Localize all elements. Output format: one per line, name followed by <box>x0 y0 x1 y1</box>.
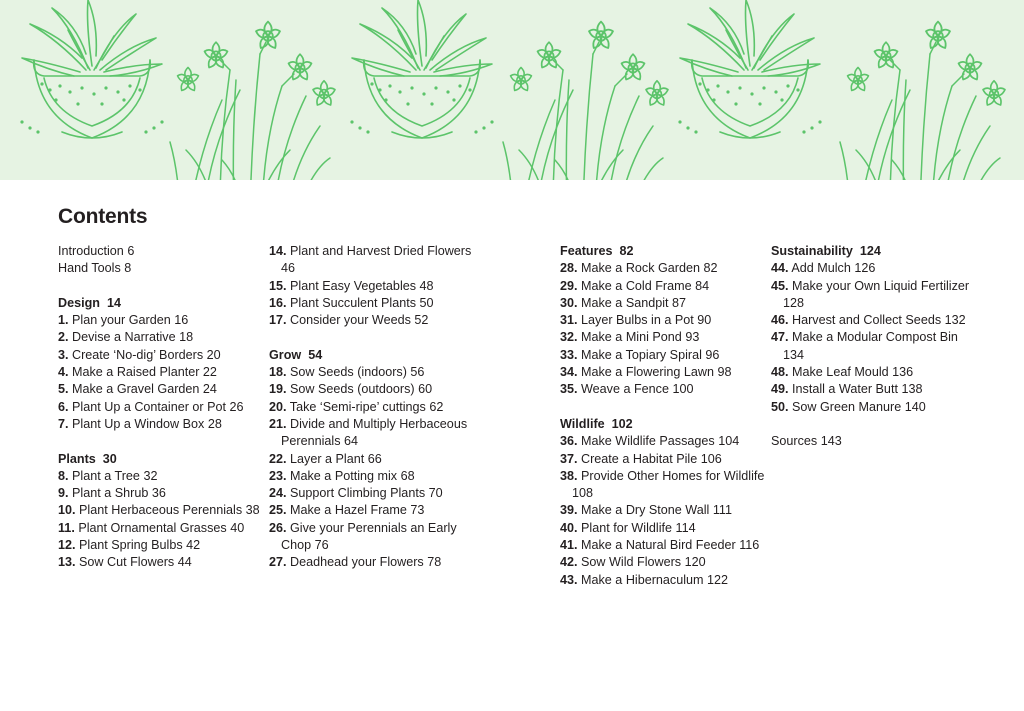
list-item: 49. Install a Water Butt 138 <box>771 382 923 397</box>
list-item: 8. Plant a Tree 32 <box>58 468 158 483</box>
page-title: Contents <box>58 205 148 228</box>
daffodil-icon <box>503 22 668 180</box>
section-heading: Wildlife 102 <box>560 416 633 431</box>
toc-entry-sources: Sources 143 <box>771 434 842 449</box>
contents-column-3 <box>560 243 770 606</box>
list-item: 10. Plant Herbaceous Perennials 38 <box>58 503 260 518</box>
list-item: 32. Make a Mini Pond 93 <box>560 330 700 345</box>
section-heading: Grow 54 <box>269 347 323 362</box>
section-plants-continued <box>269 243 479 329</box>
toc-entry-introduction: Introduction 6 <box>58 244 135 258</box>
list-item: 37. Create a Habitat Pile 106 <box>560 451 722 466</box>
list-item: 12. Plant Spring Bulbs 42 <box>58 538 201 553</box>
list-item: 42. Sow Wild Flowers 120 <box>560 555 706 570</box>
list-item: 40. Plant for Wildlife 114 <box>560 520 696 535</box>
list-item: 24. Support Climbing Plants 70 <box>269 486 443 501</box>
section-heading: Design 14 <box>58 295 122 310</box>
section-heading: Features 82 <box>560 244 634 258</box>
list-item: 38. Provide Other Homes for Wildlife 108 <box>560 468 765 501</box>
list-item: 48. Make Leaf Mould 136 <box>771 365 914 380</box>
list-item: 39. Make a Dry Stone Wall 111 <box>560 503 732 518</box>
list-item: 9. Plant a Shrub 36 <box>58 486 166 501</box>
list-item: 2. Devise a Narrative 18 <box>58 330 194 345</box>
list-item: 45. Make your Own Liquid Fertilizer 128 <box>771 278 970 310</box>
section-heading: Sustainability 124 <box>771 244 881 258</box>
contents-column-4 <box>771 243 971 468</box>
section-heading: Plants 30 <box>58 451 117 466</box>
list-item: 50. Sow Green Manure 140 <box>771 399 926 414</box>
list-item: 21. Divide and Multiply Herbaceous Perennials 64 <box>269 416 468 449</box>
list-item: 13. Sow Cut Flowers 44 <box>58 555 192 570</box>
list-item: 18. Sow Seeds (indoors) 56 <box>269 365 425 380</box>
section-sustainability <box>771 243 971 416</box>
list-item: 36. Make Wildlife Passages 104 <box>560 434 740 449</box>
section-features <box>560 243 770 399</box>
list-item: 25. Make a Hazel Frame 73 <box>269 503 425 518</box>
list-item: 27. Deadhead your Flowers 78 <box>269 555 442 570</box>
daffodil-icon <box>170 22 335 180</box>
list-item: 7. Plant Up a Window Box 28 <box>58 416 222 431</box>
list-item: 23. Make a Potting mix 68 <box>269 468 415 483</box>
list-item: 22. Layer a Plant 66 <box>269 451 382 466</box>
list-item: 31. Layer Bulbs in a Pot 90 <box>560 313 712 328</box>
list-item: 43. Make a Hibernaculum 122 <box>560 572 729 587</box>
list-item: 16. Plant Succulent Plants 50 <box>269 295 434 310</box>
contents-column-1 <box>58 243 268 589</box>
daffodil-icon <box>840 22 1005 180</box>
section-wildlife <box>560 416 770 589</box>
section-design <box>58 295 268 433</box>
list-item: 5. Make a Gravel Garden 24 <box>58 382 217 397</box>
header-illustration-banner <box>0 0 1024 180</box>
banner-illustration <box>0 0 1024 180</box>
list-item: 15. Plant Easy Vegetables 48 <box>269 278 434 293</box>
list-item: 3. Create ‘No-dig’ Borders 20 <box>58 347 221 362</box>
list-item: 41. Make a Natural Bird Feeder 116 <box>560 538 760 553</box>
succulent-bowl-icon <box>20 0 163 138</box>
list-item: 4. Make a Raised Planter 22 <box>58 365 217 380</box>
list-item: 11. Plant Ornamental Grasses 40 <box>58 520 245 535</box>
list-item: 29. Make a Cold Frame 84 <box>560 278 710 293</box>
succulent-bowl-icon <box>678 0 821 138</box>
succulent-bowl-icon <box>350 0 493 138</box>
section-plants <box>58 451 268 572</box>
list-item: 33. Make a Topiary Spiral 96 <box>560 347 720 362</box>
list-item: 46. Harvest and Collect Seeds 132 <box>771 313 966 328</box>
list-item: 1. Plan your Garden 16 <box>58 313 189 328</box>
list-item: 35. Weave a Fence 100 <box>560 382 694 397</box>
list-item: 14. Plant and Harvest Dried Flowers 46 <box>269 244 472 276</box>
contents-column-2 <box>269 243 479 589</box>
list-item: 20. Take ‘Semi-ripe’ cuttings 62 <box>269 399 444 414</box>
section-sources <box>771 433 971 450</box>
toc-entry-hand-tools: Hand Tools 8 <box>58 261 132 276</box>
list-item: 28. Make a Rock Garden 82 <box>560 261 718 276</box>
list-item: 34. Make a Flowering Lawn 98 <box>560 365 732 380</box>
list-item: 19. Sow Seeds (outdoors) 60 <box>269 382 433 397</box>
section-grow <box>269 347 479 572</box>
list-item: 47. Make a Modular Compost Bin 134 <box>771 330 958 362</box>
front-matter <box>58 243 268 278</box>
list-item: 26. Give your Perennials an Early Chop 76 <box>269 520 457 553</box>
list-item: 6. Plant Up a Container or Pot 26 <box>58 399 244 414</box>
list-item: 44. Add Mulch 126 <box>771 261 876 276</box>
list-item: 17. Consider your Weeds 52 <box>269 313 429 328</box>
list-item: 30. Make a Sandpit 87 <box>560 295 687 310</box>
